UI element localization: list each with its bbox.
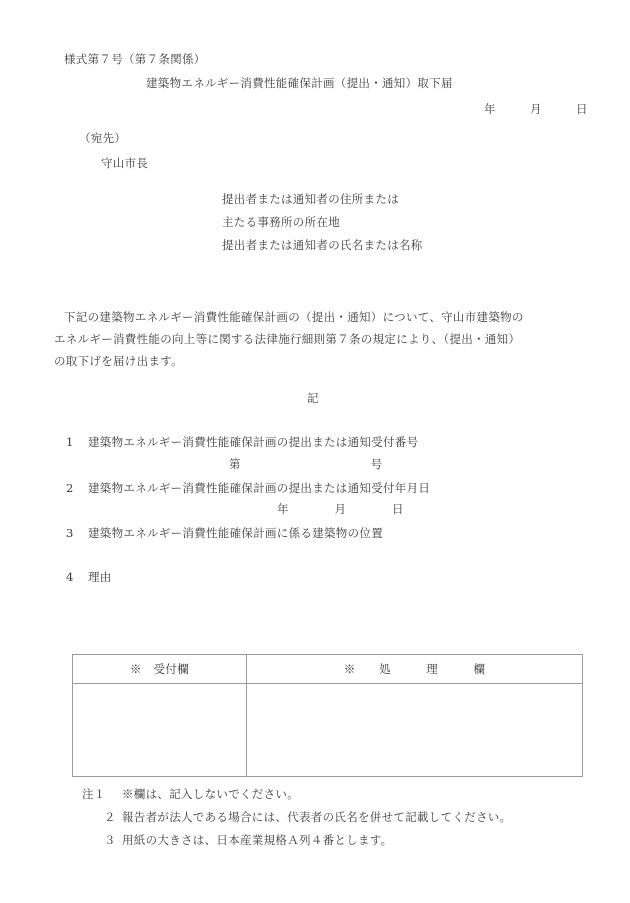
- note-3-text: 用紙の大きさは、日本産業規格Ａ列４番とします。: [122, 833, 393, 847]
- item-3-number: 3: [66, 526, 74, 540]
- submitter-office-line: 主たる事務所の所在地: [222, 215, 340, 229]
- note-1-text: ※欄は、記入しないでください。: [122, 787, 299, 801]
- item-1-receipt-number-field[interactable]: 第 号: [229, 457, 383, 471]
- item-2-label: 建築物エネルギー消費性能確保計画の提出または通知受付年月日: [88, 481, 431, 495]
- recipient-name: 守山市長: [101, 156, 149, 170]
- item-1-number: 1: [66, 435, 74, 449]
- form-number: 様式第７号（第７条関係）: [64, 52, 206, 66]
- ki-marker: 記: [307, 391, 319, 405]
- table-body-row: [73, 684, 583, 777]
- table-cell-processing[interactable]: [247, 684, 583, 777]
- item-1-label: 建築物エネルギー消費性能確保計画の提出または通知受付番号: [88, 435, 419, 449]
- item-2-receipt-date-field[interactable]: 年 月 日: [277, 502, 404, 516]
- item-4-label: 理由: [88, 570, 112, 584]
- submitter-address-line: 提出者または通知者の住所または: [222, 192, 399, 206]
- item-2-number: 2: [66, 481, 74, 495]
- note-2-text: 報告者が法人である場合には、代表者の氏名を併せて記載してください。: [122, 810, 512, 824]
- body-paragraph-line-2: エネルギー消費性能の向上等に関する法律施行細則第７条の規定により、（提出・通知）: [54, 332, 521, 346]
- recipient-label: （宛先）: [79, 131, 127, 145]
- table-header-row: [73, 655, 583, 684]
- submitter-name-line: 提出者または通知者の氏名または名称: [222, 238, 423, 252]
- table-cell-receipt[interactable]: [73, 684, 247, 777]
- note-3-number: ３: [104, 833, 116, 847]
- body-paragraph-line-3: の取下げを届け出ます。: [54, 354, 183, 368]
- table-header-processing: ※ 処 理 欄: [247, 655, 583, 684]
- item-4-number: 4: [66, 570, 74, 584]
- table-header-receipt: ※ 受付欄: [73, 655, 247, 684]
- note-1-number: 注１: [82, 787, 106, 801]
- note-2-number: ２: [104, 810, 116, 824]
- official-use-table: [72, 654, 583, 777]
- body-paragraph-line-1: 下記の建築物エネルギー消費性能確保計画の（提出・通知）について、守山市建築物の: [64, 310, 524, 324]
- item-3-label: 建築物エネルギー消費性能確保計画に係る建築物の位置: [88, 526, 383, 540]
- submission-date-line: 年 月 日: [484, 102, 588, 116]
- document-title: 建築物エネルギー消費性能確保計画（提出・通知）取下届: [146, 76, 453, 90]
